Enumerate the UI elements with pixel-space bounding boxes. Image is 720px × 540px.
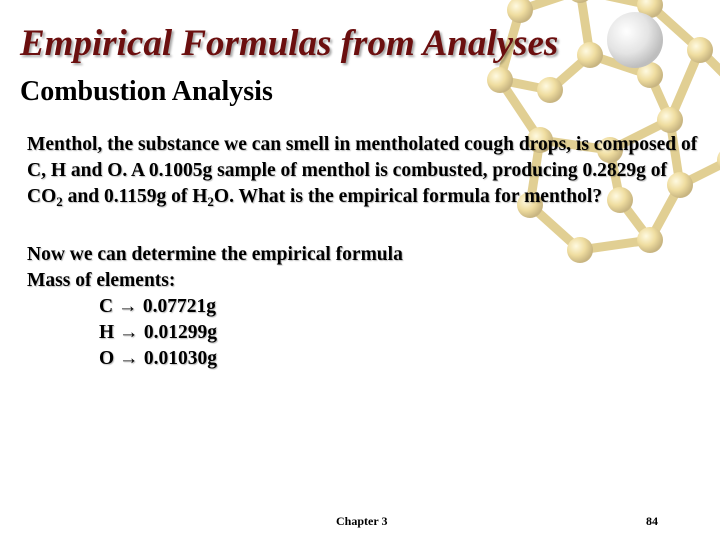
element-mass: 0.01299g bbox=[143, 322, 218, 343]
footer-chapter: Chapter 3 bbox=[336, 514, 388, 528]
element-symbol: C bbox=[99, 296, 114, 317]
element-row-h bbox=[27, 320, 707, 346]
subscript-co2: 2 bbox=[56, 194, 63, 209]
element-mass: 0.01030g bbox=[143, 348, 218, 369]
problem-text-1: Menthol, the substance we can smell in mentholated cough drops, is composed of C, H and O. A 0.1005g sample of menthol is combusted, producing 0.2829g of CO bbox=[27, 134, 698, 207]
step-line: Now we can determine the empirical formula bbox=[27, 244, 403, 265]
element-row-o bbox=[27, 346, 707, 372]
footer-page-number: 84 bbox=[646, 514, 658, 528]
problem-text-3: O. What is the empirical formula for menthol? bbox=[213, 186, 603, 207]
element-row-c bbox=[27, 294, 707, 320]
arrow-right-icon: → bbox=[117, 296, 138, 317]
arrow-right-icon: → bbox=[119, 348, 139, 369]
subscript-h2o: 2 bbox=[207, 194, 214, 209]
slide-body bbox=[27, 132, 707, 372]
slide-subtitle: Combustion Analysis bbox=[20, 76, 273, 107]
mass-heading: Mass of elements: bbox=[27, 270, 176, 291]
slide-title: Empirical Formulas from Analyses bbox=[20, 23, 559, 64]
problem-statement bbox=[27, 132, 707, 215]
element-symbol: H bbox=[99, 322, 115, 343]
element-symbol: O bbox=[99, 348, 115, 369]
element-mass: 0.07721g bbox=[142, 296, 216, 317]
problem-text-2: and 0.1159g of H bbox=[62, 186, 208, 207]
arrow-right-icon: → bbox=[119, 322, 139, 343]
